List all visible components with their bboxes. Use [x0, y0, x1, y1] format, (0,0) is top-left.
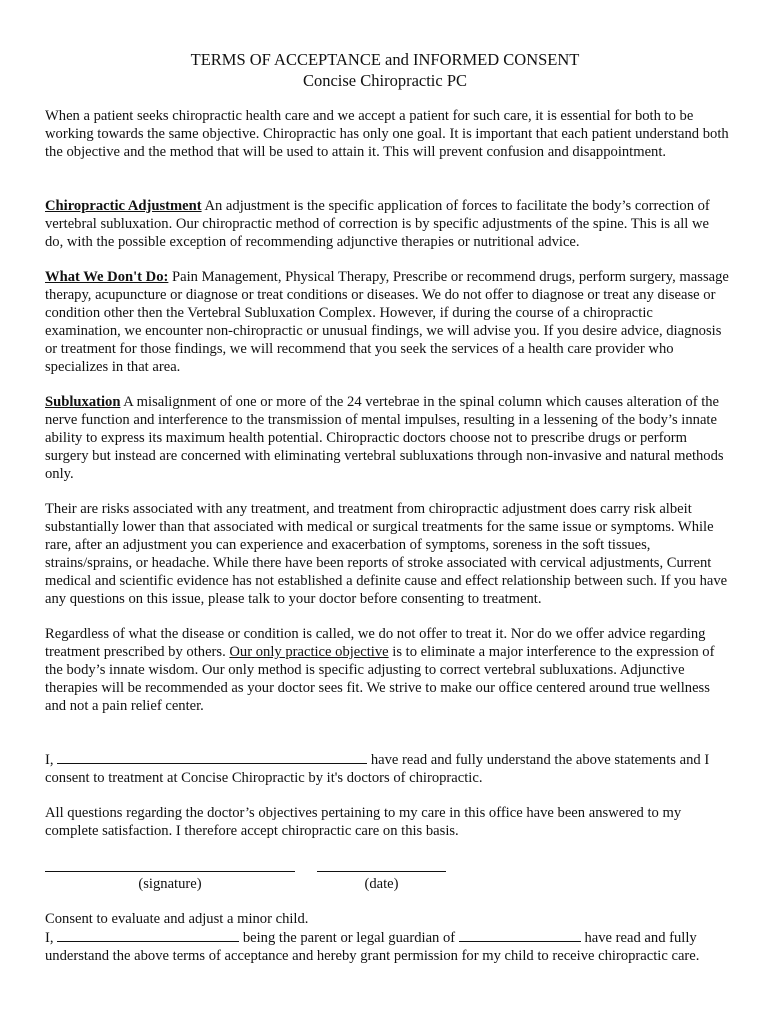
date-field[interactable]: [317, 871, 446, 872]
consent-paragraph: [45, 750, 730, 787]
subluxation-heading: Subluxation: [45, 394, 121, 410]
subluxation-text: A misalignment of one or more of the 24 vertebrae in the spinal column which causes alteration of the nerve function and interference to the transmission of mental impulses, resulting in a lessening of the body’s innate ability to express its maximum health potential. Chiropractic doctors choose not to prescribe drugs or perform surgery but instead are concerned with eliminating vertebral subluxations through non-invasive and natural methods only.: [45, 394, 724, 482]
objective-paragraph: [45, 625, 730, 715]
subluxation-paragraph: [45, 393, 730, 483]
clinic-name: Concise Chiropractic PC: [302, 71, 468, 90]
intro-paragraph: When a patient seeks chiropractic health care and we accept a patient for such care, it is essential for both to be working towards the same objective. Chiropractic has only one goal. It is important that each patient understand both the objective and the method that will be used to attain it. This will prevent confusion and disappointment.: [45, 108, 729, 160]
objective-text-before: Regardless of what the disease or condition is called, we do not offer to treat it. Nor do we offer advice regarding treatment prescribed by others.: [45, 626, 706, 660]
document-header: [0, 49, 770, 91]
objective-highlight: Our only practice objective: [229, 644, 389, 660]
adjustment-text: An adjustment is the specific application of forces to facilitate the body’s correction of vertebral subluxation. Our chiropractic method of correction is by specific adjustments of the spine. This is all we do, with the possible exception of recommending adjunctive therapies or nutritional advice.: [45, 198, 710, 250]
dont-heading: What We Don't Do:: [45, 269, 169, 285]
objective-text-after: is to eliminate a major interference to the expression of the body’s innate wisdom. Our only method is specific adjusting to correct vertebral subluxations. Adjunctive therapies will be recommended as your doctor sees fit. We strive to make our office centered around true wellness and not a pain relief center.: [45, 644, 715, 714]
child-name-field[interactable]: [459, 928, 581, 942]
minor-heading: Consent to evaluate and adjust a minor child.: [45, 911, 309, 927]
questions-paragraph: All questions regarding the doctor’s objectives pertaining to my care in this office have been answered to my complete satisfaction. I therefore accept chiropractic care on this basis.: [45, 805, 682, 839]
minor-middle: being the parent or legal guardian of: [239, 930, 459, 946]
dont-paragraph: [45, 268, 730, 376]
date-label: (date): [364, 876, 399, 892]
consent-suffix: have read and fully understand the above statements and I consent to treatment at Concise Chiropractic by it's doctors of chiropractic.: [45, 752, 710, 786]
minor-prefix: I,: [45, 930, 58, 946]
minor-suffix: have read and fully understand the above terms of acceptance and hereby grant permission for my child to receive chiropractic care.: [45, 930, 700, 964]
signature-label: (signature): [138, 876, 202, 892]
adjustment-heading: Chiropractic Adjustment: [45, 198, 202, 214]
risks-paragraph: Their are risks associated with any treatment, and treatment from chiropractic adjustment does carry risk albeit substantially lower than that associated with medical or surgical treatments for the same issue or symptoms. While rare, after an adjustment you can experience and exacerbation of symptoms, soreness in the soft tissues, strains/sprains, or headache. While there have been reports of stroke associated with cervical adjustments, Current medical and scientific evidence has not established a definite cause and effect relationship between such. If you have any questions on this issue, please talk to your doctor before consenting to treatment.: [45, 501, 728, 607]
adjustment-paragraph: [45, 197, 730, 251]
dont-text: Pain Management, Physical Therapy, Prescribe or recommend drugs, perform surgery, massage therapy, acupuncture or diagnose or treat conditions or diseases. We do not offer to diagnose or treat any disease or condition other then the Vertebral Subluxation Complex. However, if during the course of a chiropractic examination, we encounter non-chiropractic or unusual findings, we will advise you. If you desire advice, diagnosis or treatment for those findings, we will recommend that you seek the services of a health care provider who specializes in that area.: [45, 269, 729, 375]
consent-prefix: I,: [45, 752, 58, 768]
signature-field[interactable]: [45, 871, 295, 872]
minor-paragraph: [45, 910, 730, 965]
guardian-name-field[interactable]: [57, 928, 239, 942]
patient-name-field[interactable]: [57, 750, 367, 764]
document-title: TERMS OF ACCEPTANCE and INFORMED CONSENT: [190, 50, 580, 69]
